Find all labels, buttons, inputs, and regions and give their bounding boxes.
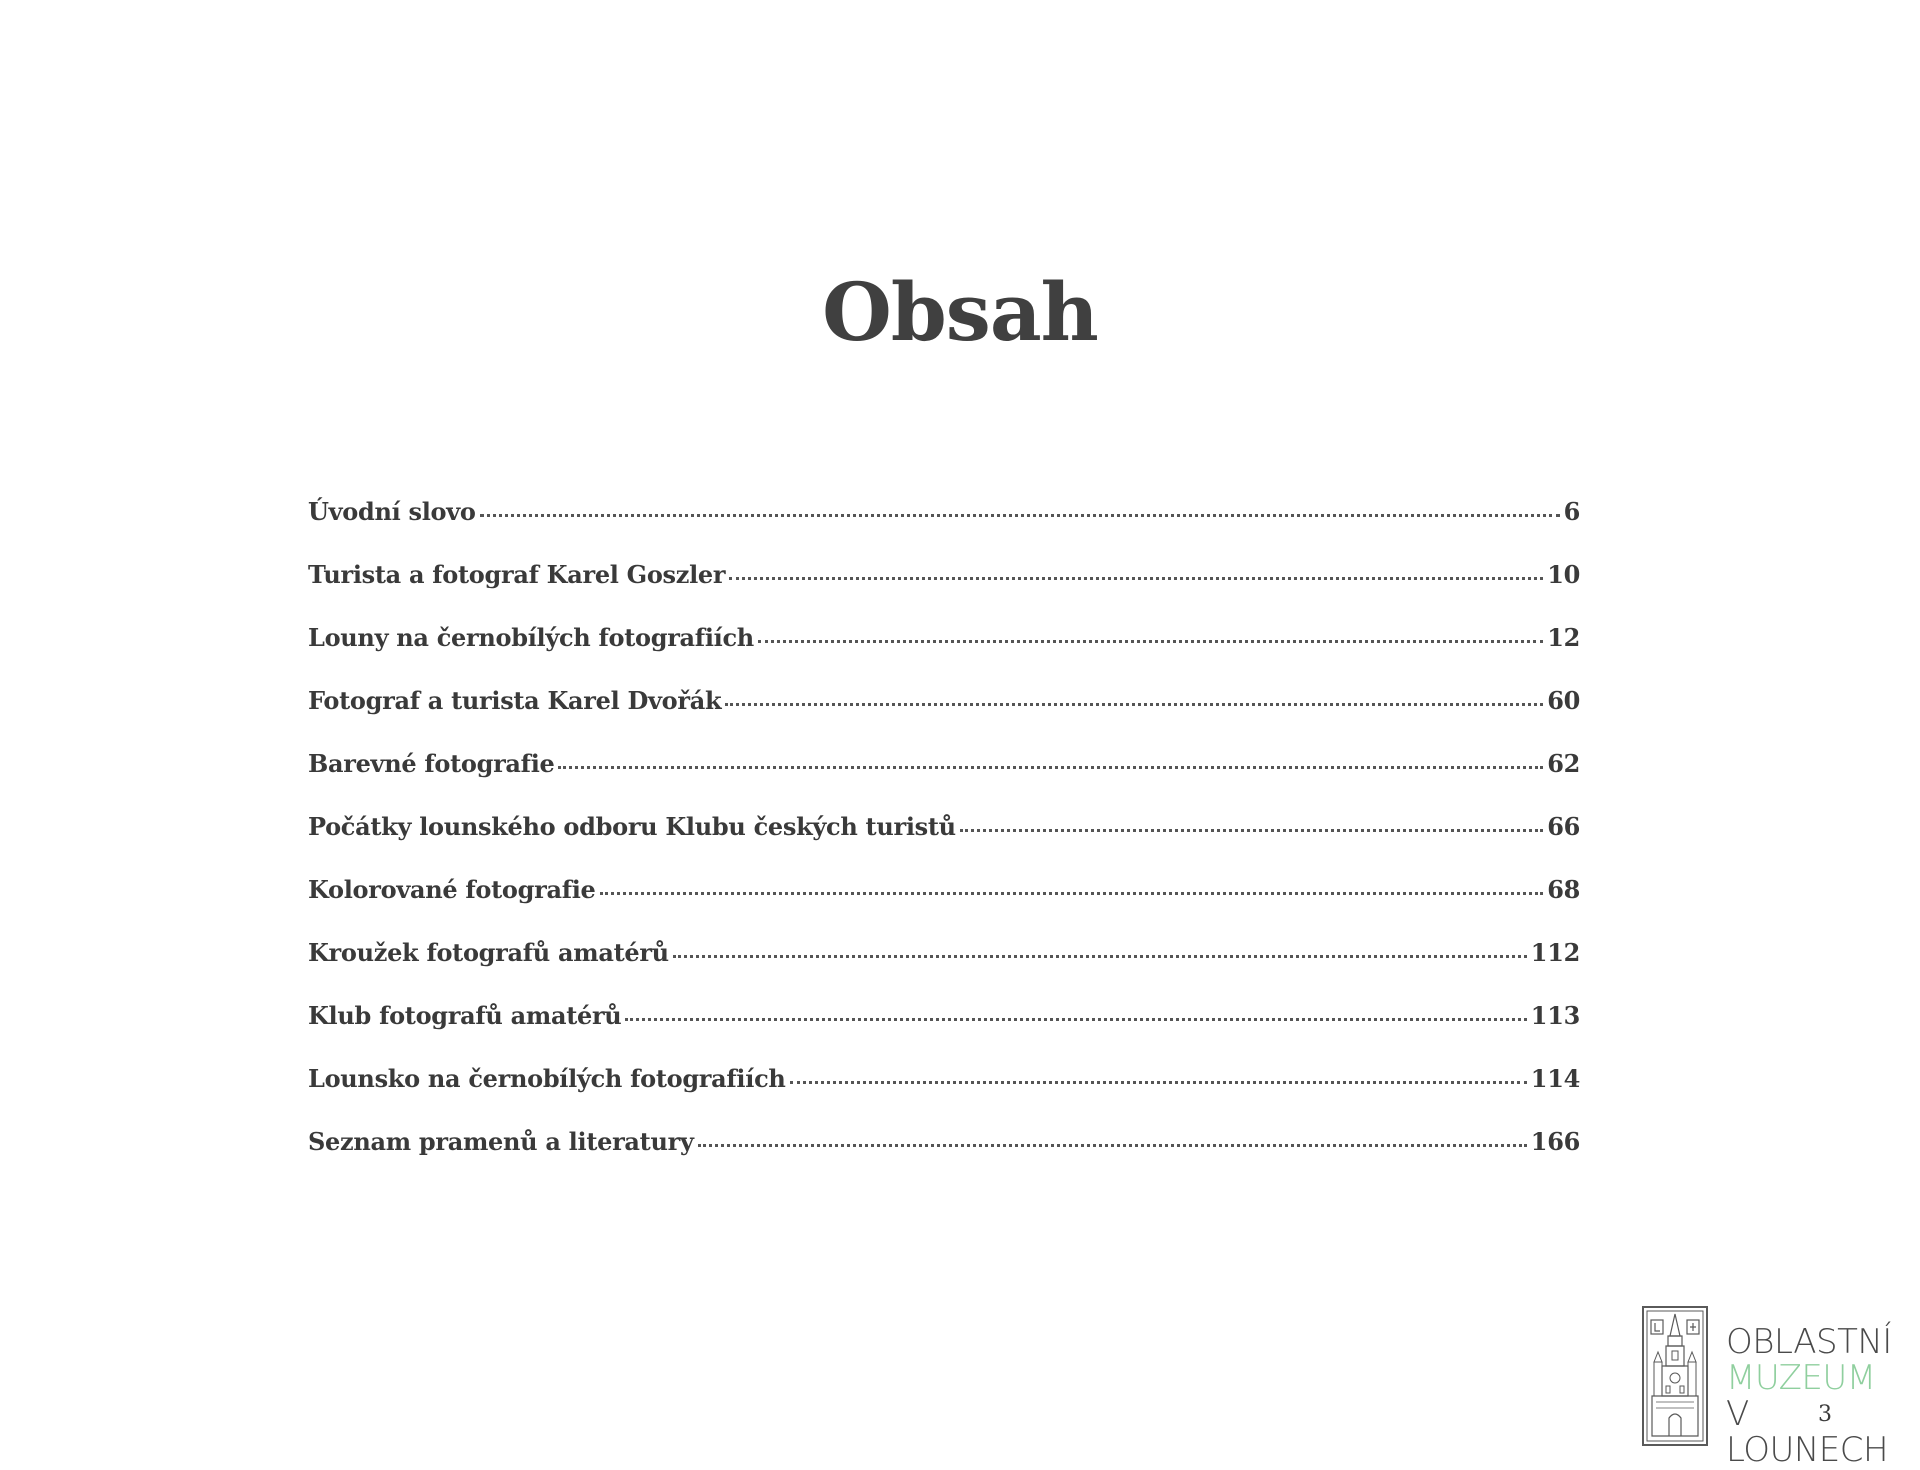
toc-entry xyxy=(308,938,1580,1001)
toc-entry-title: Turista a fotograf Karel Goszler xyxy=(308,560,726,589)
toc-entry-page: 68 xyxy=(1547,875,1580,904)
logo-line-muzeum: MUZEUM xyxy=(1726,1358,1876,1398)
logo-line-oblastni: OBLASTNÍ xyxy=(1726,1322,1892,1362)
toc-entry xyxy=(308,560,1580,623)
toc-entry-page: 66 xyxy=(1547,812,1580,841)
toc-entry-title: Fotograf a turista Karel Dvořák xyxy=(308,686,722,715)
toc-entry-title: Lounsko na černobílých fotografiích xyxy=(308,1064,786,1093)
table-of-contents xyxy=(308,497,1580,1190)
toc-entry-title: Louny na černobílých fotografiích xyxy=(308,623,754,652)
toc-entry xyxy=(308,875,1580,938)
page-number: 3 xyxy=(1818,1402,1832,1427)
dot-leader xyxy=(673,955,1527,958)
museum-logo-text xyxy=(1726,1324,1910,1468)
toc-entry xyxy=(308,749,1580,812)
toc-entry-page: 166 xyxy=(1530,1127,1580,1156)
toc-entry-page: 113 xyxy=(1530,1001,1580,1030)
toc-entry-page: 62 xyxy=(1547,749,1580,778)
toc-entry xyxy=(308,1064,1580,1127)
toc-entry-page: 6 xyxy=(1563,497,1580,526)
dot-leader xyxy=(725,703,1543,706)
museum-logo xyxy=(1642,1306,1910,1470)
toc-entry-page: 60 xyxy=(1547,686,1580,715)
dot-leader xyxy=(790,1081,1527,1084)
toc-entry-page: 12 xyxy=(1547,623,1580,652)
dot-leader xyxy=(600,892,1544,895)
toc-entry-page: 114 xyxy=(1530,1064,1580,1093)
toc-entry-title: Klub fotografů amatérů xyxy=(308,1001,622,1030)
toc-entry xyxy=(308,812,1580,875)
toc-entry-title: Kolorované fotografie xyxy=(308,875,596,904)
toc-entry xyxy=(308,623,1580,686)
logo-line-v-lounech: V LOUNECH xyxy=(1726,1394,1889,1470)
page-title: Obsah xyxy=(822,265,1098,359)
toc-entry xyxy=(308,1001,1580,1064)
dot-leader xyxy=(558,766,1543,769)
toc-entry-title: Seznam pramenů a literatury xyxy=(308,1127,694,1156)
toc-entry-page: 112 xyxy=(1530,938,1580,967)
museum-tower-emblem-icon xyxy=(1642,1306,1708,1446)
toc-entry xyxy=(308,1127,1580,1190)
dot-leader xyxy=(960,829,1543,832)
dot-leader xyxy=(625,1018,1526,1021)
dot-leader xyxy=(729,577,1543,580)
toc-entry xyxy=(308,686,1580,749)
dot-leader xyxy=(758,640,1543,643)
toc-entry-title: Počátky lounského odboru Klubu českých turistů xyxy=(308,812,956,841)
dot-leader xyxy=(480,514,1560,517)
toc-entry-title: Barevné fotografie xyxy=(308,749,555,778)
dot-leader xyxy=(698,1144,1527,1147)
toc-entry xyxy=(308,497,1580,560)
toc-entry-title: Kroužek fotografů amatérů xyxy=(308,938,669,967)
toc-entry-page: 10 xyxy=(1547,560,1580,589)
toc-entry-title: Úvodní slovo xyxy=(308,497,476,526)
